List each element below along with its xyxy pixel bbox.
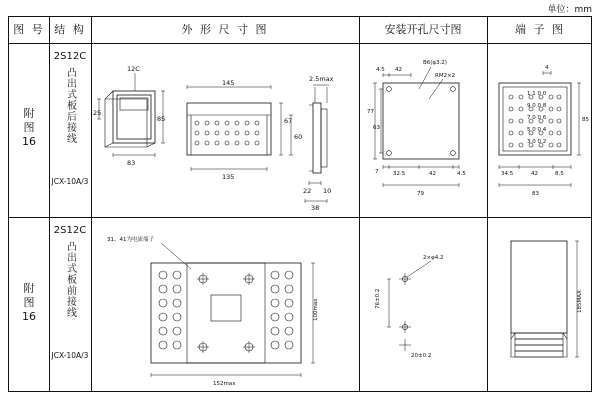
svg-text:8.5: 8.5 — [555, 171, 564, 177]
svg-text:79: 79 — [417, 191, 424, 197]
svg-text:85: 85 — [582, 117, 589, 123]
row2-struct-desc: 凸出式板前接线 — [64, 241, 76, 318]
row2-outline-drawing — [91, 217, 359, 391]
row2-struct-code: 2S12C — [53, 225, 87, 236]
row2-mounting-drawing — [359, 217, 487, 391]
svg-text:1 1 0 0: 1 1 0 0 — [527, 91, 547, 97]
svg-text:152max: 152max — [213, 381, 236, 387]
header-fig-no: 图 号 — [13, 23, 45, 36]
svg-text:5 0 0 4: 5 0 0 4 — [527, 127, 547, 133]
svg-text:22: 22 — [303, 187, 312, 195]
svg-text:4.5: 4.5 — [457, 171, 466, 177]
row2-terminal-drawing — [487, 217, 593, 391]
svg-text:10: 10 — [323, 187, 332, 195]
svg-text:34.5: 34.5 — [501, 171, 514, 177]
svg-text:63: 63 — [373, 125, 380, 131]
svg-text:67: 67 — [284, 117, 293, 125]
svg-text:38: 38 — [311, 204, 320, 212]
svg-text:4.5: 4.5 — [376, 67, 385, 73]
svg-text:85: 85 — [157, 115, 166, 123]
unit-note: 单位：mm — [547, 5, 592, 15]
svg-text:76±0.2: 76±0.2 — [375, 288, 381, 309]
row1-fig-no: 附 图 16 — [22, 107, 36, 148]
svg-text:83: 83 — [127, 159, 136, 167]
svg-text:145: 145 — [222, 79, 235, 87]
svg-text:135: 135 — [222, 173, 235, 181]
row1-struct-code: 2S12C — [53, 51, 87, 62]
svg-text:2×φ4.2: 2×φ4.2 — [423, 255, 444, 261]
svg-text:4: 4 — [545, 65, 549, 71]
header-terminal: 端 子 图 — [515, 23, 565, 36]
row1-struct-model: JCX-10A/3 — [51, 177, 89, 186]
row2-struct-model: JCX-10A/3 — [51, 351, 89, 360]
row1-terminal-drawing — [487, 43, 593, 217]
svg-text:25: 25 — [93, 109, 102, 117]
header-structure: 结 构 — [54, 23, 86, 36]
svg-text:31、41为电流端子: 31、41为电流端子 — [107, 237, 154, 243]
svg-text:83: 83 — [532, 191, 539, 197]
svg-text:100max: 100max — [313, 298, 319, 321]
header-outline: 外 形 尺 寸 图 — [181, 23, 269, 36]
row1-struct-desc: 凸出式板后接线 — [64, 67, 76, 144]
svg-text:2.5max: 2.5max — [309, 75, 334, 83]
row1-mounting-drawing — [359, 43, 487, 217]
svg-text:42: 42 — [429, 171, 436, 177]
svg-text:7 0 0 6: 7 0 0 6 — [527, 115, 547, 121]
svg-text:B6(φ3.2): B6(φ3.2) — [423, 60, 447, 66]
svg-text:60: 60 — [294, 133, 303, 141]
svg-text:7: 7 — [375, 169, 379, 175]
spec-table — [8, 16, 592, 392]
header-mounting: 安装开孔尺寸图 — [384, 23, 462, 36]
row2-fig-no: 附 图 16 — [22, 282, 36, 323]
svg-text:185MAX: 185MAX — [577, 290, 583, 313]
svg-text:3 0 0 2: 3 0 0 2 — [527, 139, 547, 145]
row1-outline-drawing — [91, 43, 359, 217]
svg-text:RM2×2: RM2×2 — [435, 73, 456, 79]
svg-text:32.5: 32.5 — [393, 171, 406, 177]
svg-text:9 0 0 8: 9 0 0 8 — [527, 103, 547, 109]
svg-text:77: 77 — [367, 109, 374, 115]
svg-text:42: 42 — [531, 171, 538, 177]
svg-text:12C: 12C — [127, 65, 140, 73]
svg-text:42: 42 — [395, 67, 402, 73]
svg-text:20±0.2: 20±0.2 — [411, 353, 432, 359]
